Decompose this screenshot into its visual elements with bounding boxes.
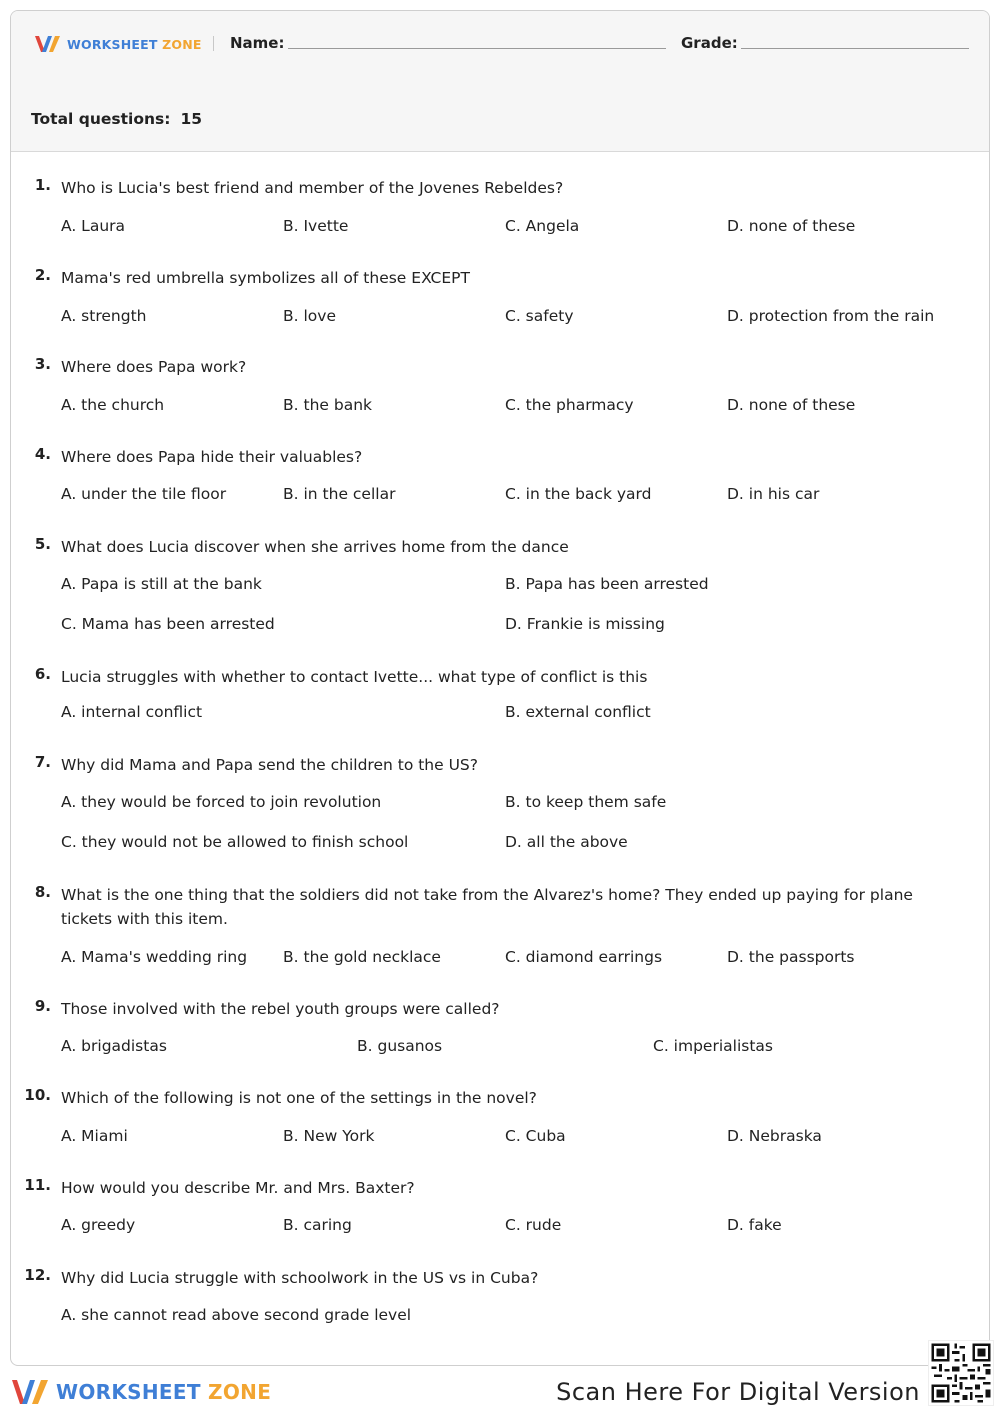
answer-option[interactable]: A. the church: [61, 396, 165, 414]
page-footer: [0, 1366, 1000, 1414]
question-number: 5.: [34, 535, 51, 553]
answer-option[interactable]: C. Cuba: [505, 1127, 566, 1145]
question-number: 9.: [34, 997, 51, 1015]
answer-option[interactable]: B. caring: [283, 1216, 352, 1234]
answer-option[interactable]: B. Ivette: [283, 217, 349, 235]
answer-option[interactable]: A. strength: [61, 307, 147, 325]
answer-option[interactable]: B. external conflict: [505, 703, 651, 721]
brand-name: [67, 37, 202, 52]
answer-option[interactable]: A. Laura: [61, 217, 126, 235]
answer-option[interactable]: B. love: [283, 307, 336, 325]
footer-brand-name: [56, 1380, 271, 1404]
answer-option[interactable]: B. in the cellar: [283, 485, 396, 503]
answer-option[interactable]: B. the gold necklace: [283, 948, 441, 966]
footer-brand-worksheet-text: WORKSHEET: [56, 1380, 201, 1404]
grade-label: Grade:: [681, 34, 738, 52]
answer-option[interactable]: B. the bank: [283, 396, 372, 414]
worksheet-zone-logo-icon: [10, 1376, 52, 1408]
answer-option[interactable]: C. they would not be allowed to finish school: [61, 833, 409, 851]
worksheet-zone-logo-icon: [33, 33, 63, 55]
answer-option[interactable]: A. internal conflict: [61, 703, 203, 721]
grade-field[interactable]: [741, 48, 969, 49]
answer-option[interactable]: D. in his car: [727, 485, 820, 503]
total-questions-value: 15: [180, 110, 203, 128]
answer-option[interactable]: A. Papa is still at the bank: [61, 575, 262, 593]
answer-option[interactable]: B. gusanos: [357, 1037, 443, 1055]
question-number: 11.: [24, 1176, 51, 1194]
answer-option[interactable]: A. under the tile floor: [61, 485, 227, 503]
answer-option[interactable]: C. diamond earrings: [505, 948, 663, 966]
answer-option[interactable]: C. safety: [505, 307, 574, 325]
answer-option[interactable]: C. in the back yard: [505, 485, 652, 503]
question-text: Those involved with the rebel youth groups were called?: [61, 1000, 500, 1018]
worksheet-header: [11, 11, 989, 152]
question-text: Mama's red umbrella symbolizes all of these EXCEPT: [61, 269, 470, 287]
question-text: What does Lucia discover when she arrives home from the dance: [61, 538, 569, 556]
scan-digital-version-text: Scan Here For Digital Version: [556, 1378, 920, 1406]
question-number: 7.: [34, 753, 51, 771]
header-brand-logo: [33, 33, 202, 55]
question-number: 4.: [34, 445, 51, 463]
name-field[interactable]: [288, 48, 666, 49]
worksheet-card: [10, 10, 990, 1366]
name-label: Name:: [230, 34, 285, 52]
answer-option[interactable]: B. to keep them safe: [505, 793, 667, 811]
answer-option[interactable]: D. the passports: [727, 948, 855, 966]
answer-option[interactable]: A. she cannot read above second grade level: [61, 1306, 412, 1324]
question-number: 8.: [34, 883, 51, 901]
total-questions-label: Total questions:: [31, 110, 171, 128]
answer-option[interactable]: D. none of these: [727, 396, 856, 414]
answer-option[interactable]: D. all the above: [505, 833, 628, 851]
answer-option[interactable]: B. Papa has been arrested: [505, 575, 709, 593]
answer-option[interactable]: C. Mama has been arrested: [61, 615, 275, 633]
answer-option[interactable]: C. the pharmacy: [505, 396, 634, 414]
question-text: Why did Mama and Papa send the children to the US?: [61, 756, 479, 774]
question-text: Why did Lucia struggle with schoolwork in the US vs in Cuba?: [61, 1269, 539, 1287]
answer-option[interactable]: D. Frankie is missing: [505, 615, 665, 633]
question-number: 10.: [24, 1086, 51, 1104]
question-text: Lucia struggles with whether to contact Ivette... what type of conflict is this: [61, 668, 648, 686]
question-text: Where does Papa work?: [61, 358, 247, 376]
answer-option[interactable]: D. fake: [727, 1216, 782, 1234]
question-number: 6.: [34, 665, 51, 683]
answer-option[interactable]: A. Miami: [61, 1127, 128, 1145]
answer-option[interactable]: B. New York: [283, 1127, 375, 1145]
brand-zone-text: ZONE: [162, 36, 202, 52]
question-text: Who is Lucia's best friend and member of the Jovenes Rebeldes?: [61, 179, 564, 197]
answer-option[interactable]: D. protection from the rain: [727, 307, 935, 325]
header-divider: [213, 36, 214, 51]
question-number: 1.: [34, 176, 51, 194]
brand-worksheet-text: WORKSHEET: [67, 36, 158, 52]
answer-option[interactable]: A. greedy: [61, 1216, 136, 1234]
question-number: 3.: [34, 355, 51, 373]
answer-option[interactable]: D. none of these: [727, 217, 856, 235]
answer-option[interactable]: D. Nebraska: [727, 1127, 822, 1145]
question-text: How would you describe Mr. and Mrs. Baxter?: [61, 1179, 415, 1197]
question-number: 2.: [34, 266, 51, 284]
qr-code-icon[interactable]: [928, 1340, 994, 1406]
answer-option[interactable]: C. Angela: [505, 217, 580, 235]
answer-option[interactable]: A. they would be forced to join revolution: [61, 793, 382, 811]
question-text: Where does Papa hide their valuables?: [61, 448, 363, 466]
footer-brand-zone-text: ZONE: [208, 1380, 272, 1404]
question-number: 12.: [24, 1266, 51, 1284]
question-text: Which of the following is not one of the settings in the novel?: [61, 1089, 537, 1107]
answer-option[interactable]: C. imperialistas: [653, 1037, 773, 1055]
answer-option[interactable]: A. Mama's wedding ring: [61, 948, 248, 966]
answer-option[interactable]: C. rude: [505, 1216, 562, 1234]
footer-brand-logo: [10, 1376, 271, 1408]
answer-option[interactable]: A. brigadistas: [61, 1037, 167, 1055]
question-text: What is the one thing that the soldiers did not take from the Alvarez's home? They ended up paying for plane tickets with this item.: [61, 886, 913, 928]
total-questions: [31, 110, 202, 128]
